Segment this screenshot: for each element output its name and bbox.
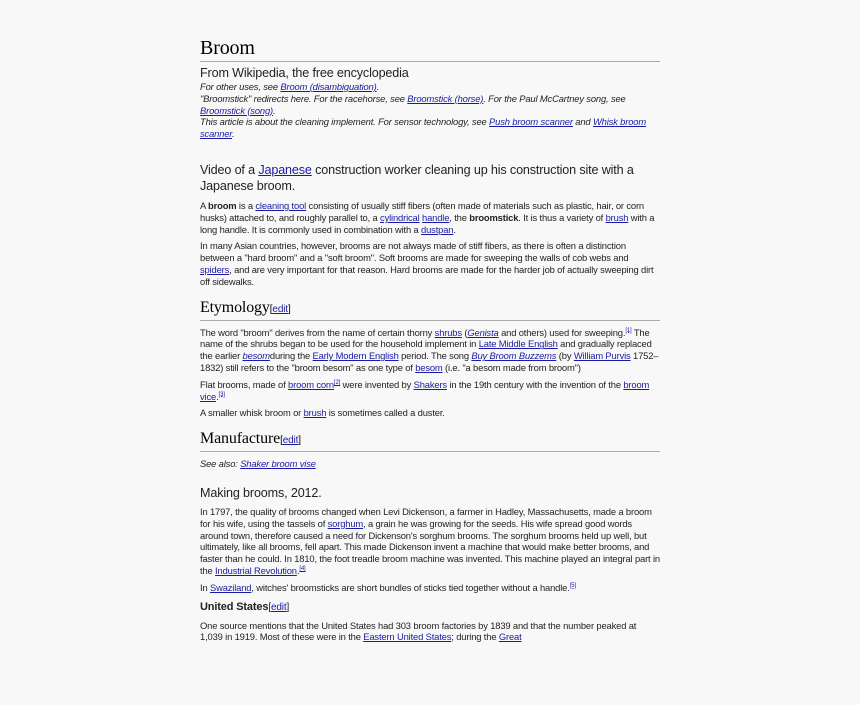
united-states-paragraph-1: One source mentions that the United States had 303 broom factories by 1839 and that the number peaked at 1,039 in 1919. Most of these were in the Eastern United States; during the Great [200,619,637,643]
link-sorghum[interactable]: sorghum [327,517,364,529]
link-broom-vice[interactable]: broom vice [200,378,650,402]
link-shrubs[interactable]: shrubs [434,326,462,338]
etymology-paragraph-3: A smaller whisk broom or brush is sometimes called a duster. [200,407,445,419]
link-buy-broom-buzzems[interactable]: Buy Broom Buzzems [471,350,557,362]
see-also-note: See also: Shaker broom vise [200,458,316,470]
link-push-broom-scanner[interactable]: Push broom scanner [489,116,573,128]
video-caption: Video of a Japanese construction worker cleaning up his construction site with a Japanese broom. [200,162,634,193]
article-page [200,36,660,648]
link-broom-corn[interactable]: broom corn [288,378,334,390]
hatnote-redirect: "Broomstick" redirects here. For the racehorse, see Broomstick (horse). For the Paul McCartney song, see Broomstick (song). [200,92,626,116]
link-whisk-broom-scanner[interactable]: Whisk broom scanner [200,116,647,140]
edit-link-manufacture[interactable]: edit [282,435,299,447]
manufacture-paragraph-2: In Swaziland, witches' broomsticks are short bundles of sticks tied together without a handle.[5] [200,581,576,593]
manufacture-paragraph-1: In 1797, the quality of brooms changed when Levi Dickenson, a farmer in Hadley, Massachusetts, made a broom for his wife, using the tassels of sorghum, a grain he was growing for the seeds. His wife spread good words around town, therefore caused a need for Dickenson's sorghum brooms. The sorghum brooms held up well, but ultimately, like all brooms, fell apart. This made Dickenson invent a machine that would make better brooms, and faster than he could. In 1810, the foot treadle broom machine was invented. This machine played an integral part in the Industrial Revolution.[4] [200,505,660,576]
link-late-middle-english[interactable]: Late Middle English [478,338,558,350]
hatnote-other-uses: For other uses, see Broom (disambiguation). [200,81,380,92]
link-japanese[interactable]: Japanese [258,162,312,177]
link-broom-disambiguation[interactable]: Broom (disambiguation) [280,81,377,92]
link-industrial-revolution[interactable]: Industrial Revolution [215,564,297,576]
hatnote-about: This article is about the cleaning implement. For sensor technology, see Push broom scanner and Whisk broom scanner. [200,116,647,140]
edit-section-etymology: [edit] [269,303,291,315]
hatnote-block [200,81,660,140]
heading-manufacture: Manufacture[edit] [200,429,660,452]
link-broomstick-song[interactable]: Broomstick (song) [200,104,273,116]
link-cleaning-tool[interactable]: cleaning tool [255,199,307,211]
reference-2[interactable]: [2] [333,379,341,386]
edit-link-united-states[interactable]: edit [270,601,287,613]
page-title: Broom [200,36,660,62]
link-early-modern-english[interactable]: Early Modern English [312,350,399,362]
reference-5[interactable]: [5] [569,582,576,589]
link-eastern-united-states[interactable]: Eastern United States [363,631,452,643]
etymology-paragraph-2: Flat brooms, made of broom corn[2] were invented by Shakers in the 19th century with the invention of the broom vice.[3] [200,378,650,402]
page-tagline: From Wikipedia, the free encyclopedia [200,66,409,80]
heading-united-states: United States[edit] [200,600,290,613]
edit-section-united-states: [edit] [268,601,290,613]
etymology-paragraph-1: The word "broom" derives from the name of certain thorny shrubs (Genista and others) used for sweeping.[1] The name of the shrubs began to be used for the household implement in Late Middle English and gradually replaced the earlier besomduring the Early Modern English period. The song Buy Broom Buzzems (by William Purvis 1752–1832) still refers to the "broom besom" as one type of besom (i.e. "a besom made from broom") [200,326,659,373]
heading-etymology: Etymology[edit] [200,298,660,321]
edit-link-etymology[interactable]: edit [272,303,288,315]
link-besom[interactable]: besom [242,350,270,362]
link-dustpan[interactable]: dustpan [421,223,454,235]
link-besom-2[interactable]: besom [415,361,443,373]
intro-paragraph-2: In many Asian countries, however, brooms are not always made of stiff fibers, as there is often a distinction between a "hard broom" and a "soft broom". Soft brooms are made for sweeping the walls of cob webs and spiders, and are very important for that reason. Hard brooms are made for the harder job of actually sweeping dirt off sidewalks. [200,240,654,287]
link-broomstick-horse[interactable]: Broomstick (horse) [407,92,484,104]
reference-1[interactable]: [1] [625,327,632,334]
link-spiders[interactable]: spiders [200,263,230,275]
manufacture-caption: Making brooms, 2012. [200,485,322,500]
link-william-purvis[interactable]: William Purvis [573,350,631,362]
link-great[interactable]: Great [498,631,522,643]
edit-section-manufacture: [edit] [280,435,301,447]
reference-4[interactable]: [4] [299,565,306,572]
link-swaziland[interactable]: Swaziland [209,581,252,593]
intro-paragraph-1: A broom is a cleaning tool consisting of usually stiff fibers (often made of materials such as plastic, hair, or corn husks) attached to, and roughly parallel to, a cylindrical handle, the broomstick. It is thus a variety of brush with a long handle. It is commonly used in combination with a dustpan. [200,199,655,235]
link-brush[interactable]: brush [605,211,629,223]
link-shaker-broom-vise[interactable]: Shaker broom vise [240,458,316,470]
link-genista[interactable]: Genista [467,326,499,338]
link-handle[interactable]: handle [422,211,450,223]
link-cylindrical[interactable]: cylindrical [380,211,420,223]
reference-3[interactable]: [3] [218,391,225,398]
link-shakers[interactable]: Shakers [413,378,447,390]
link-brush-2[interactable]: brush [303,407,327,419]
